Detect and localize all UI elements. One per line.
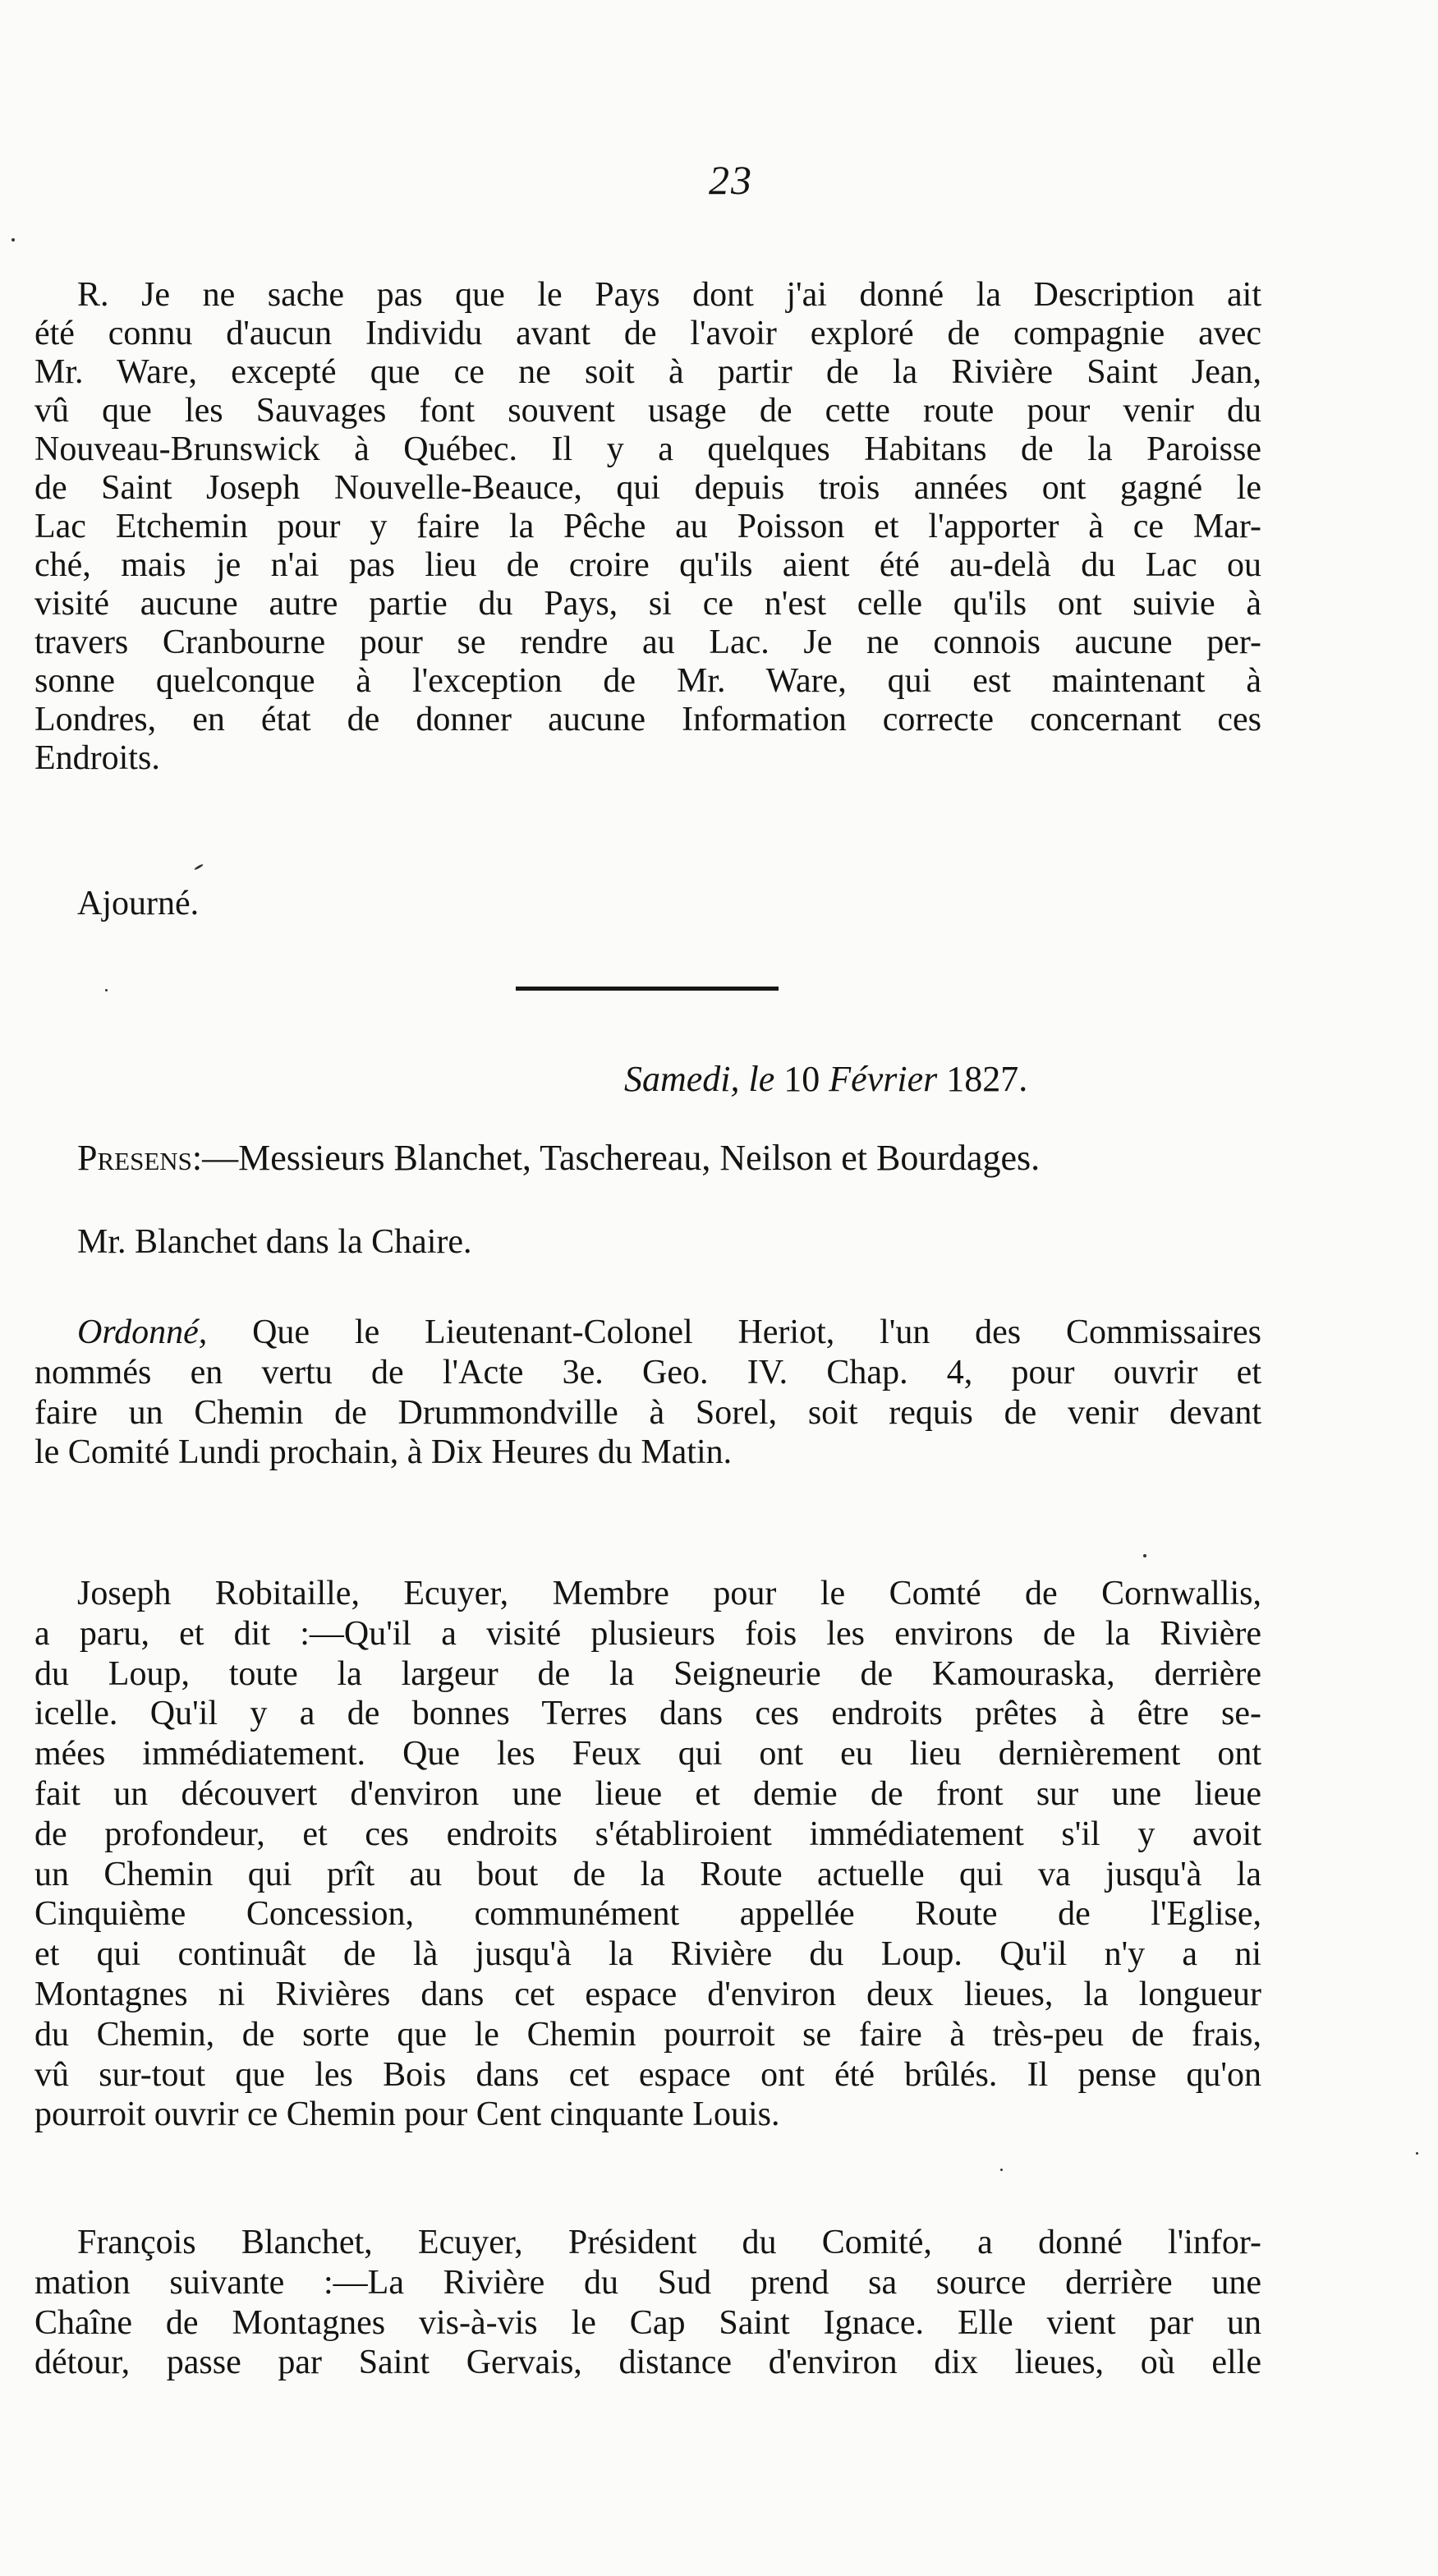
text-line: visité aucune autre partie du Pays, si ce n'est celle qu'ils ont suivie à [34, 585, 1261, 623]
date-weekday: Samedi, [624, 1059, 740, 1099]
text-line: nommés en vertu de l'Acte 3e. Geo. IV. Chap. 4, pour ouvrir et [34, 1353, 1261, 1392]
date-article: le [748, 1059, 775, 1099]
text-line: ché, mais je n'ai pas lieu de croire qu'ils aient été au-delà du Lac ou [34, 546, 1261, 584]
robitaille-testimony [34, 1574, 1261, 2135]
print-speck [11, 238, 15, 242]
text-line: sonne quelconque à l'exception de Mr. Ware, qui est maintenant à [34, 662, 1261, 700]
text-line: pourroit ouvrir ce Chemin pour Cent cinquante Louis. [34, 2095, 780, 2134]
text-line: Mr. Ware, excepté que ce ne soit à partir de la Rivière Saint Jean, [34, 353, 1261, 391]
text-line: Nouveau-Brunswick à Québec. Il y a quelques Habitans de la Paroisse [34, 430, 1261, 468]
text-line: Lac Etchemin pour y faire la Pêche au Poisson et l'apporter à ce Mar- [34, 508, 1261, 545]
text-line: du Loup, toute la largeur de la Seigneurie de Kamouraska, derrière [34, 1654, 1261, 1693]
date-month: Février [829, 1059, 938, 1099]
order-first-line: Que le Lieutenant-Colonel Heriot, l'un des Commissaires [207, 1313, 1261, 1351]
text-line: de Saint Joseph Nouvelle-Beauce, qui depuis trois années ont gagné le [34, 469, 1261, 507]
text-line: et qui continuât de là jusqu'à la Rivière du Loup. Qu'il n'y a ni [34, 1935, 1261, 1974]
text-line [34, 1313, 1261, 1353]
text-line: faire un Chemin de Drummondville à Sorel, soit requis de venir devant [34, 1393, 1261, 1432]
date-day: 10 [783, 1059, 820, 1099]
text-line: fait un découvert d'environ une lieue et demie de front sur une lieue [34, 1774, 1261, 1813]
text-line: vû sur-tout que les Bois dans cet espace ont été brûlés. Il pense qu'on [34, 2055, 1261, 2094]
print-speck [1416, 2152, 1418, 2155]
testimony-paragraph [34, 276, 1261, 778]
presens-label: Presens [77, 1138, 192, 1178]
chair-line: Mr. Blanchet dans la Chaire. [77, 1223, 472, 1261]
text-line: détour, passe par Saint Gervais, distance d'environ dix lieues, où elle [34, 2344, 1261, 2382]
session-date [624, 1058, 1027, 1100]
text-line: du Chemin, de sorte que le Chemin pourroit se faire à très-peu de frais, [34, 2015, 1261, 2054]
text-line: R. Je ne sache pas que le Pays dont j'ai donné la Description ait [77, 276, 1261, 314]
text-line: Montagnes ni Rivières dans cet espace d'environ deux lieues, la longueur [34, 1975, 1261, 2013]
text-line: François Blanchet, Ecuyer, Président du Comité, a donné l'infor- [77, 2224, 1261, 2261]
text-line: le Comité Lundi prochain, à Dix Heures du Matin. [34, 1433, 733, 1472]
text-line: travers Cranbourne pour se rendre au Lac. Je ne connois aucune per- [34, 623, 1261, 661]
print-speck [1000, 2169, 1003, 2171]
text-line: mées immédiatement. Que les Feux qui ont eu lieu dernièrement ont [34, 1735, 1261, 1773]
order-lead: Ordonné, [77, 1313, 208, 1351]
blanchet-testimony [34, 2223, 1261, 2383]
print-speck [1143, 1554, 1146, 1557]
text-line: été connu d'aucun Individu avant de l'avoir exploré de compagnie avec [34, 315, 1261, 352]
attendance-line [77, 1137, 1040, 1179]
text-line: Chaîne de Montagnes vis-à-vis le Cap Saint Ignace. Elle vient par un [34, 2303, 1261, 2342]
adjourned-note: Ajourné. [77, 885, 200, 922]
text-line: mation suivante :—La Rivière du Sud prend sa source derrière une [34, 2263, 1261, 2302]
text-line: vû que les Sauvages font souvent usage de cette route pour venir du [34, 392, 1261, 430]
date-year: 1827. [946, 1059, 1028, 1099]
order-paragraph [34, 1313, 1261, 1473]
print-speck [194, 863, 204, 871]
text-line: Londres, en état de donner aucune Information correcte concernant ces [34, 701, 1261, 738]
section-divider [516, 987, 779, 991]
text-line: un Chemin qui prît au bout de la Route actuelle qui va jusqu'à la [34, 1855, 1261, 1893]
print-speck [105, 989, 108, 991]
text-line: Endroits. [34, 739, 160, 777]
text-line: Joseph Robitaille, Ecuyer, Membre pour le Comté de Cornwallis, [77, 1575, 1261, 1612]
page-number: 23 [709, 157, 753, 203]
text-line: icelle. Qu'il y a de bonnes Terres dans ces endroits prêtes à être se- [34, 1695, 1261, 1733]
presens-members: :—Messieurs Blanchet, Taschereau, Neilson et Bourdages. [191, 1138, 1041, 1178]
text-line: de profondeur, et ces endroits s'établiroient immédiatement s'il y avoit [34, 1815, 1261, 1853]
text-line: Cinquième Concession, communément appellée Route de l'Eglise, [34, 1895, 1261, 1934]
text-line: a paru, et dit :—Qu'il a visité plusieurs fois les environs de la Rivière [34, 1614, 1261, 1653]
